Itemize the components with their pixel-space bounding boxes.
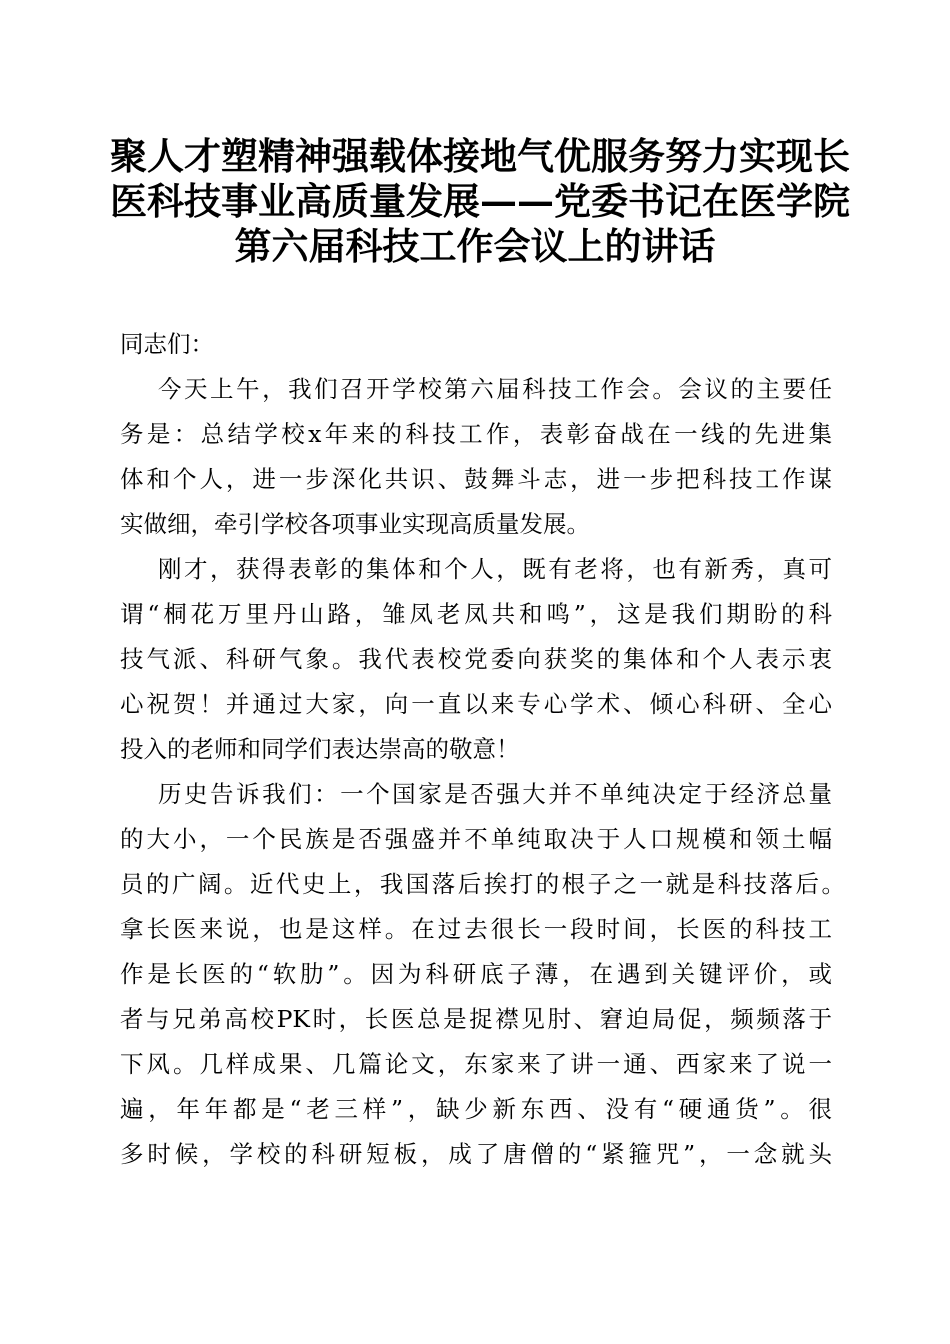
title-line: 医科技事业高质量发展——党委书记在医学院 (110, 179, 850, 223)
paragraph-line: 务是：总结学校x年来的科技工作，表彰奋战在一线的先进集 (120, 420, 832, 448)
paragraph-line: 多时候，学校的科研短板，成了唐僧的“紧箍咒”，一念就头 (120, 1140, 832, 1168)
paragraph-line: 谓“桐花万里丹山路，雏凤老凤共和鸣”，这是我们期盼的科 (120, 600, 832, 628)
paragraph-line: 拿长医来说，也是这样。在过去很长一段时间，长医的科技工 (120, 915, 832, 943)
salutation: 同志们： (120, 330, 214, 358)
paragraph-line: 刚才，获得表彰的集体和个人，既有老将，也有新秀，真可 (158, 555, 832, 583)
paragraph-line: 下风。几样成果、几篇论文，东家来了讲一通、西家来了说一 (120, 1050, 832, 1078)
paragraph-line: 体和个人，进一步深化共识、鼓舞斗志，进一步把科技工作谋 (120, 465, 832, 493)
title-line: 聚人才塑精神强载体接地气优服务努力实现长 (110, 134, 850, 178)
paragraph-line: 投入的老师和同学们表达崇高的敬意！ (120, 735, 520, 763)
paragraph-line: 心祝贺！并通过大家，向一直以来专心学术、倾心科研、全心 (120, 690, 832, 718)
title-line: 第六届科技工作会议上的讲话 (234, 224, 716, 268)
paragraph-line: 历史告诉我们：一个国家是否强大并不单纯决定于经济总量 (158, 780, 832, 808)
paragraph-line: 遍，年年都是“老三样”，缺少新东西、没有“硬通货”。很 (120, 1095, 832, 1123)
document-title (110, 134, 850, 269)
paragraph-line: 的大小，一个民族是否强盛并不单纯取决于人口规模和领土幅 (120, 825, 832, 853)
paragraph-line: 今天上午，我们召开学校第六届科技工作会。会议的主要任 (158, 375, 832, 403)
paragraph-line: 作是长医的“软肋”。因为科研底子薄，在遇到关键评价，或 (120, 960, 832, 988)
document-body (120, 322, 845, 1177)
paragraph-line: 技气派、科研气象。我代表校党委向获奖的集体和个人表示衷 (120, 645, 832, 673)
paragraph-line: 者与兄弟高校PK时，长医总是捉襟见肘、窘迫局促，频频落于 (120, 1005, 832, 1033)
paragraph-line: 员的广阔。近代史上，我国落后挨打的根子之一就是科技落后。 (120, 870, 845, 898)
paragraph-line: 实做细，牵引学校各项事业实现高质量发展。 (120, 510, 590, 538)
